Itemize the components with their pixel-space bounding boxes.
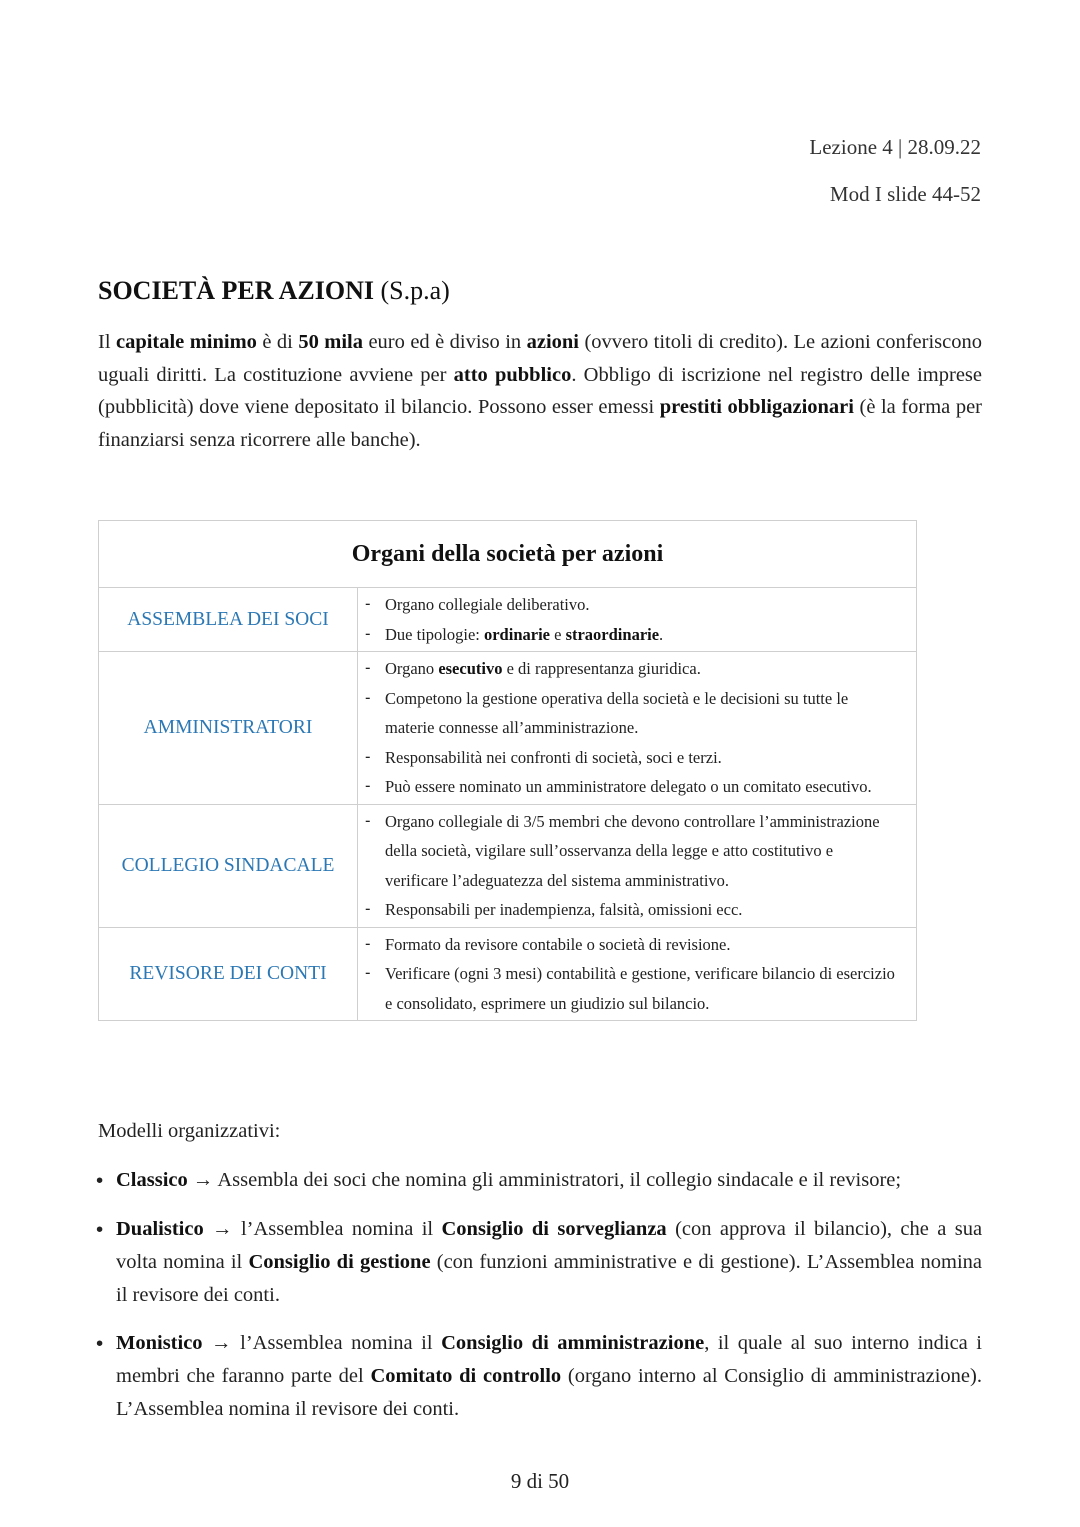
- list-item: - Formato da revisore contabile o società di revisione.: [102, 930, 898, 960]
- intro-bold: prestiti obbligazionari: [659, 396, 854, 418]
- models-title: Modelli organizzativi:: [98, 1120, 281, 1142]
- model-monistico: [96, 1327, 983, 1426]
- list-item: [102, 654, 898, 684]
- model-dualistico: [96, 1213, 983, 1312]
- intro-text: è di: [256, 331, 299, 353]
- model-name: Classico: [116, 1169, 188, 1191]
- title-main: SOCIETÀ PER AZIONI: [98, 276, 374, 305]
- model-bold: Comitato di controllo: [370, 1365, 562, 1387]
- organs-table: [98, 520, 917, 1021]
- organ-description: [358, 804, 917, 927]
- list-item: - Responsabilità nei confronti di società, soci e terzi.: [102, 743, 898, 773]
- list-item: - Competono la gestione operativa della società e le decisioni su tutte le materie connesse all’amministrazione.: [102, 684, 898, 743]
- item-text: .: [659, 624, 664, 644]
- table-row: [99, 927, 917, 1021]
- list-item: - Organo collegiale di 3/5 membri che devono controllare l’amministrazione della società, vigilare sull’osservanza della legge e atto costitutivo e verificare l’adeguatezza del sistema amministrativo.: [102, 807, 898, 896]
- arrow-icon: →: [211, 1332, 232, 1354]
- intro-text: Il: [98, 331, 116, 353]
- list-item: - Verificare (ogni 3 mesi) contabilità e gestione, verificare bilancio di esercizio e consolidato, esprimere un giudizio sul bilancio.: [102, 959, 898, 1018]
- arrow-icon: →: [212, 1218, 233, 1240]
- title-sub: (S.p.a): [380, 276, 450, 305]
- organ-name: COLLEGIO SINDACALE: [99, 804, 358, 927]
- intro-bold: capitale minimo: [115, 331, 257, 353]
- intro-text: . Obbligo di iscrizione nel registro delle imprese (pubblicità) dove viene depositato il bilancio. Possono esser emessi: [98, 363, 982, 418]
- intro-bold: 50 mila: [298, 331, 363, 353]
- model-text: l’Assemblea nomina il: [240, 1218, 442, 1240]
- model-bold: Consiglio di amministrazione: [441, 1332, 705, 1354]
- page-title: [98, 276, 450, 306]
- organ-description: [358, 588, 917, 652]
- table-header: Organi della società per azioni: [99, 521, 917, 588]
- list-item: [102, 620, 898, 650]
- bullet-icon: •: [96, 1169, 104, 1192]
- model-text: (con funzioni amministrative e di gestione). L’Assemblea nomina il revisore dei conti.: [116, 1251, 983, 1306]
- model-bold: Consiglio di gestione: [248, 1251, 431, 1273]
- item-text: Organo: [385, 659, 439, 678]
- intro-text: (è la forma per finanziarsi senza ricorrere alle banche).: [98, 396, 982, 451]
- lesson-header: Lezione 4 | 28.09.22: [809, 135, 981, 159]
- item-text: Due tipologie:: [385, 624, 484, 644]
- model-text: (organo interno al Consiglio di amministrazione). L’Assemblea nomina il revisore dei conti.: [116, 1365, 982, 1420]
- intro-bold: atto pubblico: [453, 363, 572, 386]
- organ-description: [358, 927, 917, 1021]
- organ-description: [358, 652, 917, 805]
- item-text: e di rappresentanza giuridica.: [502, 659, 701, 678]
- item-text: e: [549, 624, 566, 644]
- intro-text: euro ed è diviso in: [363, 331, 527, 353]
- item-bold: ordinarie: [483, 624, 550, 644]
- page-number: 9 di 50: [510, 1469, 570, 1493]
- item-text: Organo collegiale deliberativo.: [385, 595, 590, 614]
- intro-bold: azioni: [526, 331, 580, 353]
- model-text: (con approva il bilancio), che a sua volta nomina il: [116, 1218, 983, 1273]
- list-item: [102, 590, 898, 620]
- model-text: Assembla dei soci che nomina gli amministratori, il collegio sindacale e il revisore;: [217, 1169, 902, 1191]
- intro-text: (ovvero titoli di credito). Le azioni conferiscono uguali diritti. La costituzione avviene per: [98, 331, 983, 386]
- list-item: - Può essere nominato un amministratore delegato o un comitato esecutivo.: [102, 772, 898, 802]
- table-row: [99, 652, 917, 805]
- table-header-row: [99, 521, 917, 588]
- bullet-icon: •: [96, 1218, 104, 1241]
- organ-name: ASSEMBLEA DEI SOCI: [99, 588, 358, 652]
- organ-name: AMMINISTRATORI: [99, 652, 358, 805]
- model-bold: Consiglio di sorveglianza: [441, 1218, 667, 1240]
- organ-name: REVISORE DEI CONTI: [99, 927, 358, 1021]
- list-item: - Responsabili per inadempienza, falsità, omissioni ecc.: [102, 895, 898, 925]
- item-bold: esecutivo: [438, 659, 503, 678]
- model-classico: [96, 1164, 982, 1197]
- item-bold: straordinarie: [565, 624, 660, 644]
- model-text: , il quale al suo interno indica i membri che faranno parte del: [116, 1332, 983, 1387]
- table-row: [99, 804, 917, 927]
- arrow-icon: →: [192, 1169, 214, 1191]
- bullet-icon: •: [96, 1332, 104, 1355]
- model-text: l’Assemblea nomina il: [240, 1332, 442, 1354]
- table-row: [99, 588, 917, 652]
- model-name: Monistico: [116, 1332, 203, 1354]
- slides-reference: Mod I slide 44-52: [829, 182, 981, 206]
- model-name: Dualistico: [116, 1218, 204, 1240]
- intro-paragraph: [98, 326, 982, 456]
